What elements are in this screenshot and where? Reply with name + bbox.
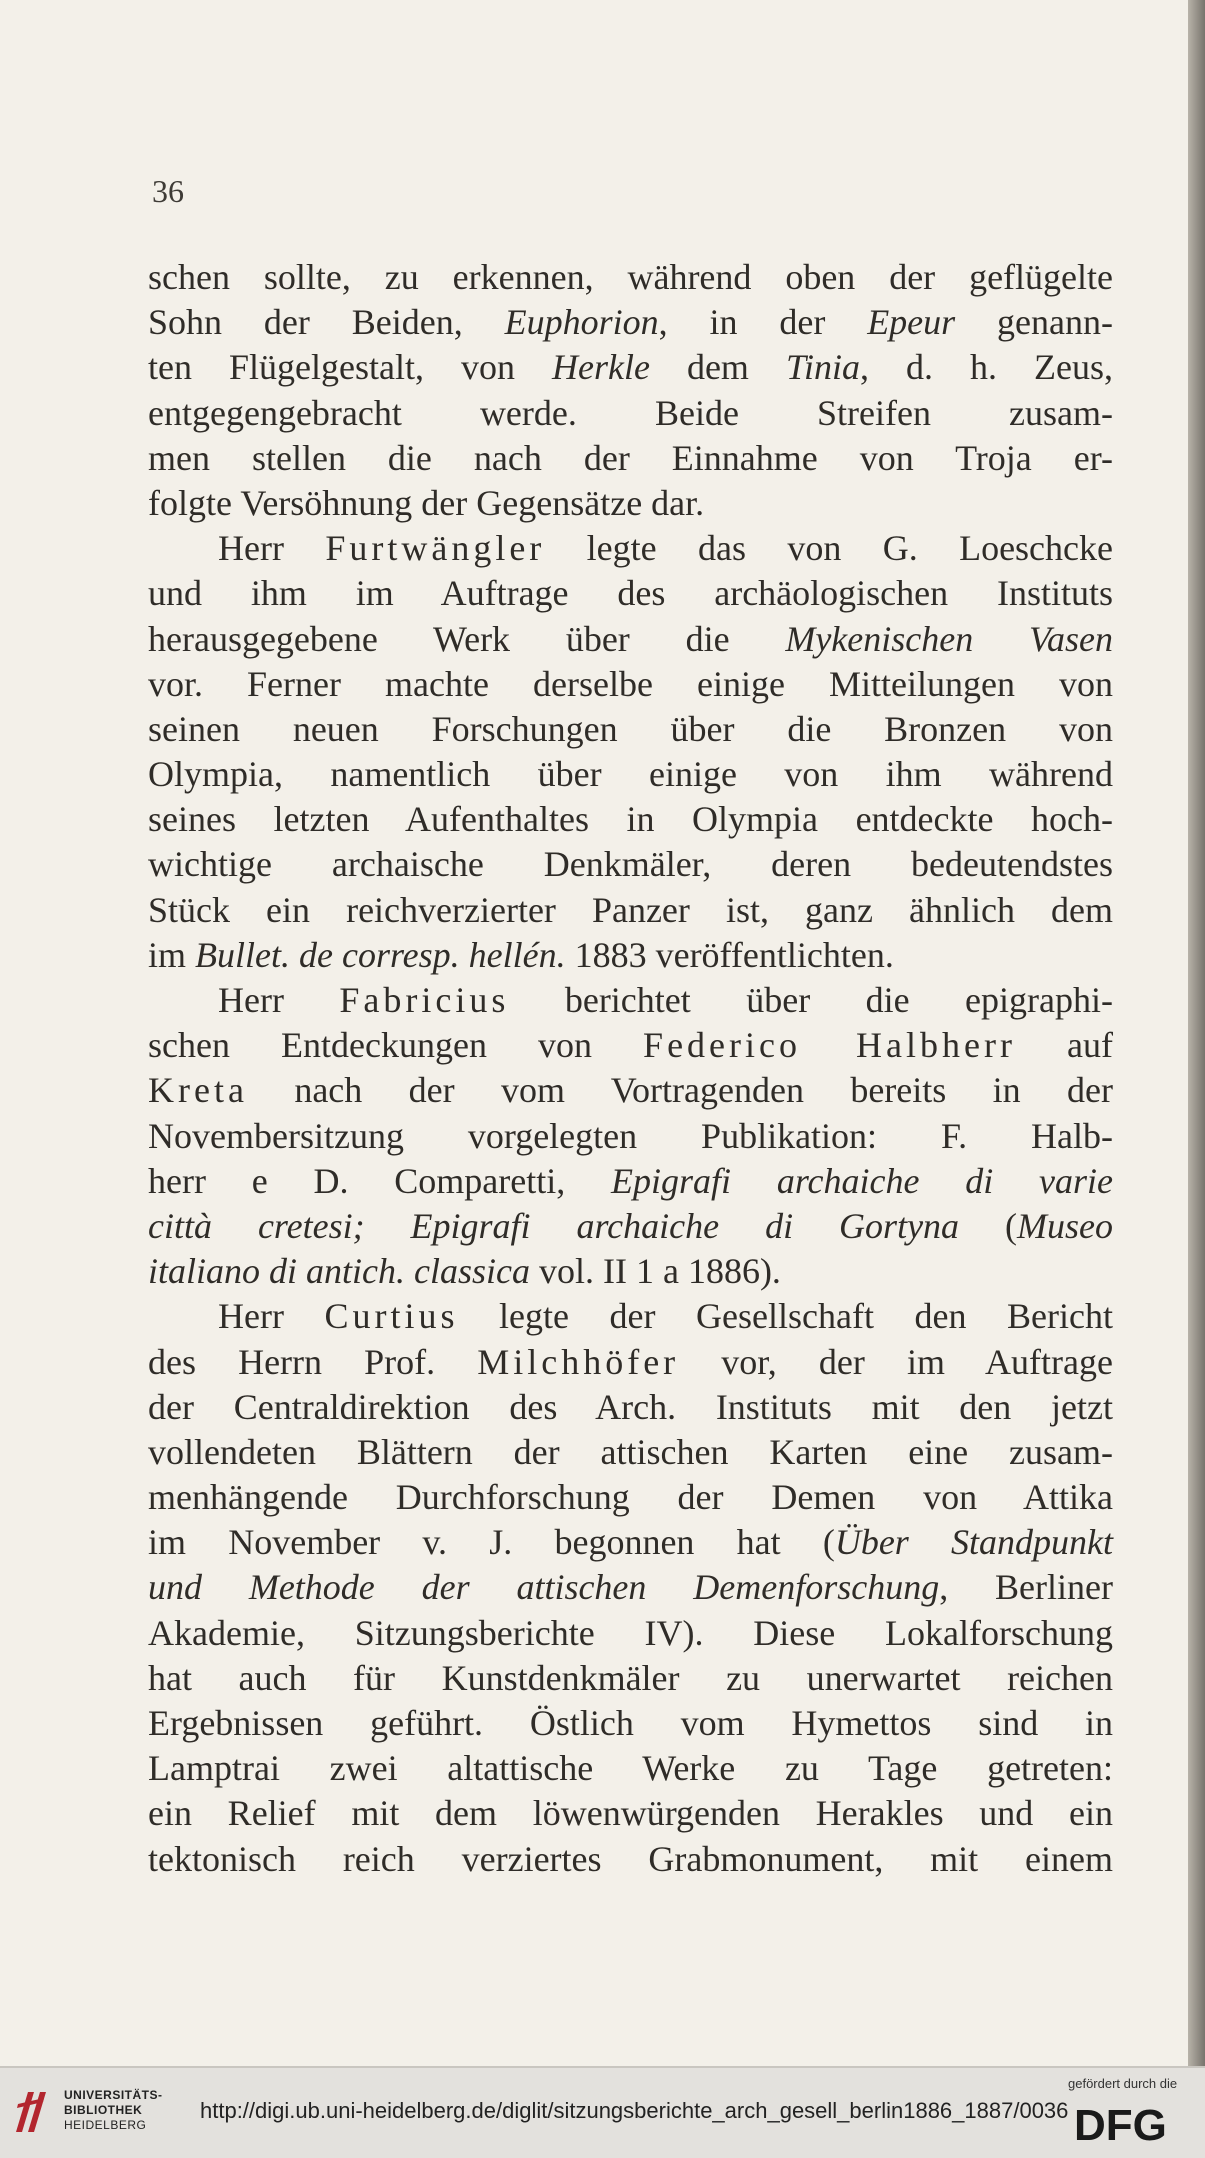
- text-line: [148, 1068, 1113, 1113]
- page-number: 36: [152, 173, 184, 209]
- text-line: [148, 978, 1113, 1023]
- text-line: [148, 1023, 1113, 1068]
- text-segment: Lamptrai zwei altattische Werke zu Tage getreten:: [148, 1748, 1113, 1789]
- text-line: [148, 1385, 1113, 1430]
- text-line: [148, 391, 1113, 436]
- text-segment: vollendeten Blättern der attischen Karten eine zusam-: [148, 1431, 1113, 1472]
- text-line: [148, 1656, 1113, 1701]
- text-line: [148, 617, 1113, 662]
- text-segment: Stück ein reichverzierter Panzer ist, ganz ähnlich dem: [148, 889, 1113, 930]
- spaced-name: Kreta: [148, 1070, 248, 1111]
- funded-by-label: gefördert durch die: [1068, 2076, 1178, 2091]
- text-segment: Akademie, Sitzungsberichte IV). Diese Lokalforschung: [148, 1612, 1113, 1653]
- text-segment: schen Entdeckungen von: [148, 1025, 644, 1066]
- text-segment: entgegengebracht werde. Beide Streifen zusam-: [148, 392, 1113, 433]
- text-line: [148, 1294, 1113, 1339]
- text-segment: Herr: [218, 980, 340, 1020]
- text-segment: legte das von G. Loeschcke: [545, 528, 1113, 569]
- dfg-logo-text: DFG: [1074, 2101, 1167, 2146]
- italic-text: Herkle: [551, 347, 650, 388]
- text-line: [148, 707, 1113, 752]
- text-line: [148, 933, 1113, 978]
- text-segment: der Centraldirektion des Arch. Instituts mit den jetzt: [148, 1386, 1113, 1427]
- italic-text: Tinia: [785, 347, 860, 388]
- text-line: [148, 752, 1113, 797]
- text-segment: seines letzten Aufenthaltes in Olympia entdeckte hoch-: [148, 799, 1113, 840]
- italic-text: Epigrafi archaiche di varie: [611, 1160, 1113, 1201]
- text-segment: wichtige archaische Denkmäler, deren bedeutendstes: [148, 844, 1113, 885]
- university-library-name: [64, 2088, 163, 2133]
- dfg-logo-icon: [1072, 2098, 1190, 2146]
- text-segment: schen sollte, zu erkennen, während oben der geflügelte: [148, 257, 1113, 297]
- viewer-footer: [0, 2066, 1205, 2158]
- library-line-3: HEIDELBERG: [64, 2118, 147, 2132]
- text-line: [148, 526, 1113, 571]
- italic-text: Über Standpunkt: [834, 1522, 1114, 1563]
- text-segment: Ergebnissen geführt. Östlich vom Hymettos sind in: [148, 1703, 1113, 1743]
- text-segment: herr e D. Comparetti,: [148, 1160, 612, 1201]
- body-text: [148, 255, 1113, 1882]
- italic-text: und Methode der attischen Demenforschung: [148, 1567, 940, 1608]
- text-segment: ein Relief mit dem löwenwürgenden Herakles und ein: [148, 1793, 1113, 1834]
- university-library-logo-icon: [10, 2082, 54, 2142]
- spaced-name: Federico Halbherr: [643, 1025, 1016, 1066]
- text-line: [148, 1565, 1113, 1610]
- text-segment: vor. Ferner machte derselbe einige Mitteilungen von: [148, 663, 1113, 704]
- text-segment: und ihm im Auftrage des archäologischen Instituts: [148, 573, 1113, 614]
- italic-text: Museo: [1017, 1205, 1113, 1246]
- text-segment: berichtet über die epigraphi-: [509, 980, 1113, 1020]
- text-line: [148, 1701, 1113, 1746]
- text-line: [148, 842, 1113, 887]
- text-line: [148, 1746, 1113, 1791]
- text-segment: dem: [649, 347, 786, 388]
- library-line-1: UNIVERSITÄTS-: [64, 2088, 163, 2102]
- text-line: [148, 888, 1113, 933]
- spaced-name: Milchhöfer: [477, 1341, 680, 1382]
- text-line: [148, 662, 1113, 707]
- page-edge-shadow: [1188, 0, 1205, 2066]
- text-line: [148, 345, 1113, 390]
- text-segment: folgte Versöhnung der Gegensätze dar.: [148, 482, 705, 523]
- italic-text: città cretesi; Epigrafi archaiche di Gortyna: [148, 1205, 960, 1246]
- text-line: [148, 300, 1113, 345]
- text-segment: seinen neuen Forschungen über die Bronzen von: [148, 708, 1113, 749]
- text-line: [148, 1204, 1113, 1249]
- text-segment: legte der Gesellschaft den Bericht: [458, 1296, 1114, 1337]
- italic-text: Bullet. de corresp. hellén.: [195, 934, 566, 975]
- italic-text: italiano di antich. classica: [148, 1251, 530, 1292]
- italic-text: Mykenischen Vasen: [785, 618, 1113, 659]
- text-line: [148, 1791, 1113, 1836]
- text-segment: Sohn der Beiden,: [148, 302, 505, 343]
- text-line: [148, 1340, 1113, 1385]
- text-segment: vol. II 1 a 1886).: [529, 1251, 781, 1292]
- text-segment: hat auch für Kunstdenkmäler zu unerwartet reichen: [148, 1657, 1113, 1698]
- text-line: [148, 797, 1113, 842]
- text-segment: im November v. J. begonnen hat (: [148, 1522, 835, 1563]
- text-line: [148, 1611, 1113, 1656]
- text-segment: 1883 veröffentlichten.: [565, 934, 894, 975]
- text-line: [148, 1430, 1113, 1475]
- spaced-name: Furtwängler: [325, 528, 546, 569]
- text-line: [148, 1520, 1113, 1565]
- text-segment: nach der vom Vortragenden bereits in der: [247, 1070, 1113, 1111]
- text-segment: , d. h. Zeus,: [859, 347, 1113, 388]
- text-segment: , in der: [658, 302, 868, 343]
- text-segment: ten Flügelgestalt, von: [148, 347, 552, 388]
- text-segment: genann-: [955, 302, 1113, 343]
- library-line-2: BIBLIOTHEK: [64, 2103, 143, 2117]
- text-segment: auf: [1015, 1025, 1113, 1066]
- text-segment: men stellen die nach der Einnahme von Troja er-: [148, 437, 1113, 478]
- text-segment: Olympia, namentlich über einige von ihm während: [148, 754, 1113, 795]
- text-segment: Herr: [218, 528, 326, 569]
- text-line: [148, 436, 1113, 481]
- text-line: [148, 1114, 1113, 1159]
- text-segment: , Berliner: [939, 1567, 1113, 1608]
- text-segment: des Herrn Prof.: [148, 1341, 478, 1382]
- text-line: [148, 1249, 1113, 1294]
- italic-text: Euphorion: [504, 302, 659, 343]
- italic-text: Epeur: [867, 302, 956, 343]
- text-segment: menhängende Durchforschung der Demen von Attika: [148, 1477, 1113, 1518]
- text-segment: vor, der im Auftrage: [679, 1341, 1113, 1382]
- text-segment: herausgegebene Werk über die: [148, 618, 786, 659]
- spaced-name: Fabricius: [339, 980, 510, 1020]
- text-segment: (: [959, 1205, 1018, 1246]
- text-line: [148, 481, 1113, 526]
- permalink-url[interactable]: http://digi.ub.uni-heidelberg.de/diglit/sitzungsberichte_arch_gesell_berlin1886_1887/0036: [200, 2098, 1069, 2123]
- text-segment: tektonisch reich verziertes Grabmonument, mit einem: [148, 1838, 1113, 1879]
- text-line: [148, 1475, 1113, 1520]
- text-segment: Novembersitzung vorgelegten Publikation: F. Halb-: [148, 1115, 1113, 1156]
- text-line: [148, 571, 1113, 616]
- spaced-name: Curtius: [324, 1296, 459, 1337]
- text-segment: Herr: [218, 1296, 325, 1337]
- text-line: [148, 1837, 1113, 1882]
- text-segment: im: [148, 934, 196, 975]
- text-line: [148, 255, 1113, 300]
- text-line: [148, 1159, 1113, 1204]
